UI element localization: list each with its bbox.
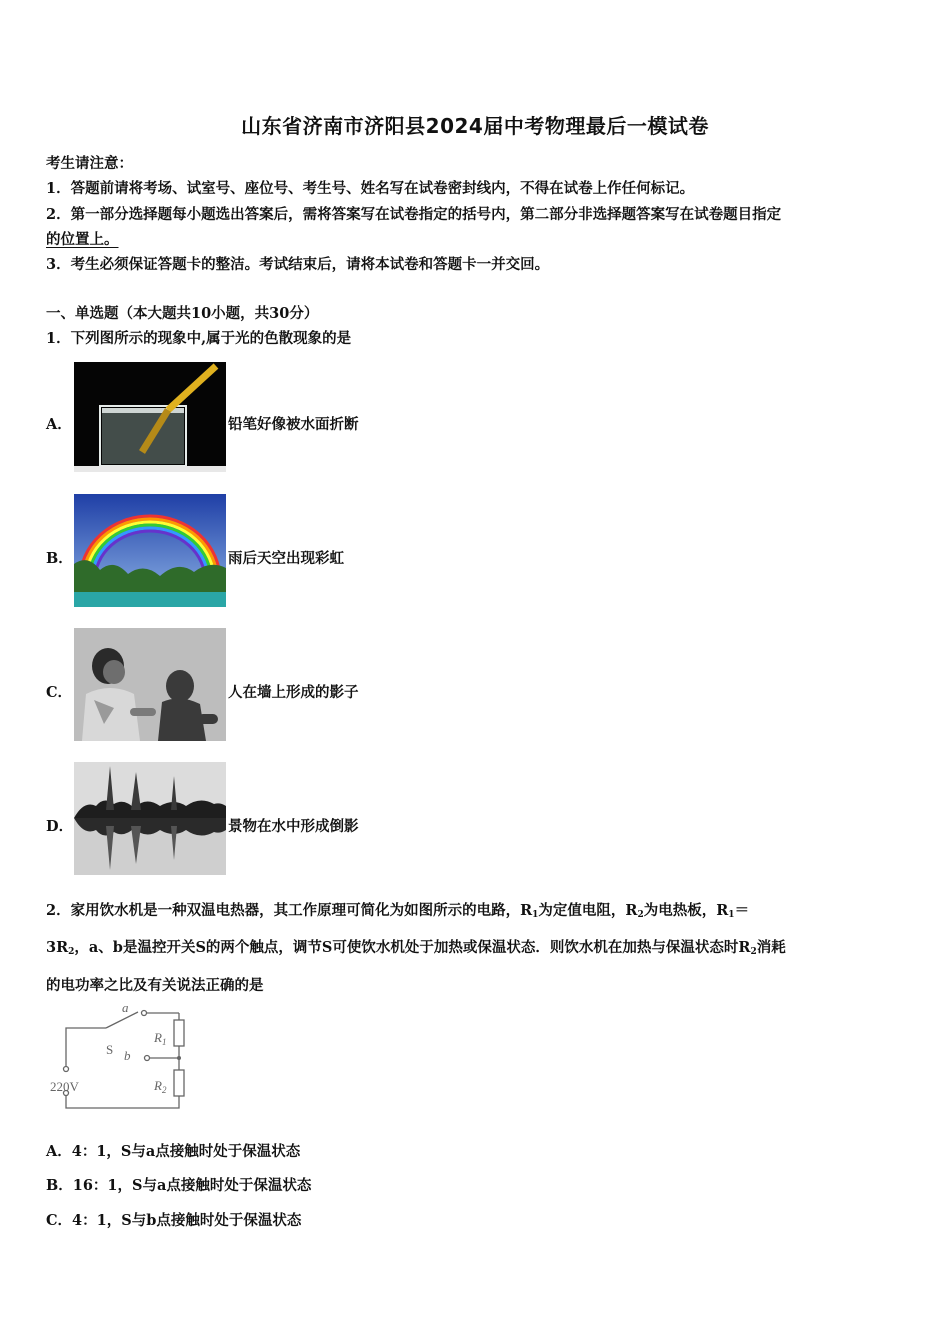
- notice-heading: 考生请注意：: [46, 155, 133, 172]
- section-heading: 一、单选题（本大题共10小题，共30分）: [46, 305, 319, 322]
- circuit-label-r2: $R_2$: [154, 1078, 167, 1095]
- circuit-label-a: a: [122, 1000, 129, 1015]
- option-d-letter: D．: [46, 818, 74, 835]
- option-d-text: 景物在水中形成倒影: [228, 818, 359, 835]
- option-a-text: 铅笔好像被水面折断: [228, 416, 359, 433]
- option-a-letter: A．: [46, 416, 72, 433]
- circuit-diagram: [44, 1000, 204, 1118]
- question-2-option-c: C．4：1，S与b点接触时处于保温状态: [46, 1212, 302, 1229]
- reflection-image: [74, 762, 226, 875]
- question-2-option-b: B．16：1，S与a点接触时处于保温状态: [46, 1177, 312, 1194]
- circuit-label-r1: $R_1$: [154, 1030, 167, 1047]
- notice-item-1: 1．答题前请将考场、试室号、座位号、考生号、姓名写在试卷密封线内，不得在试卷上作任何标记。: [46, 180, 695, 197]
- pencil-in-water-image: [74, 362, 226, 472]
- notice-item-2: 2．第一部分选择题每小题选出答案后，需将答案写在试卷指定的括号内，第二部分非选择题答案写在试卷题目指定: [46, 206, 782, 223]
- rainbow-image: [74, 494, 226, 607]
- circuit-label-s: S: [106, 1042, 114, 1057]
- question-2-line-1: 2．家用饮水机是一种双温电热器，其工作原理可简化为如图所示的电路，$R_1$为定值电阻，$R_2$为电热板，$R_1=$: [46, 902, 750, 920]
- circuit-label-b: b: [124, 1048, 131, 1063]
- option-c-letter: C．: [46, 684, 73, 701]
- page-title: 山东省济南市济阳县2024届中考物理最后一模试卷: [241, 114, 709, 138]
- question-2-line-3: 的电功率之比及有关说法正确的是: [46, 977, 264, 994]
- notice-item-2-cont: 的位置上。: [46, 231, 119, 248]
- question-2-line-2: $3R_2$，a、b是温控开关S的两个触点，调节S可使饮水机处于加热或保温状态．则饮水机在加热与保温状态时$R_2$消耗: [46, 939, 786, 957]
- option-b-letter: B．: [46, 550, 73, 567]
- shadow-image: [74, 628, 226, 741]
- option-b-text: 雨后天空出现彩虹: [228, 550, 344, 567]
- circuit-label-voltage: 220V: [50, 1079, 79, 1094]
- question-1-stem: 1．下列图所示的现象中,属于光的色散现象的是: [46, 330, 352, 347]
- option-c-text: 人在墙上形成的影子: [228, 684, 359, 701]
- question-2-option-a: A．4：1，S与a点接触时处于保温状态: [46, 1143, 301, 1160]
- notice-item-3: 3．考生必须保证答题卡的整洁。考试结束后，请将本试卷和答题卡一并交回。: [46, 256, 550, 273]
